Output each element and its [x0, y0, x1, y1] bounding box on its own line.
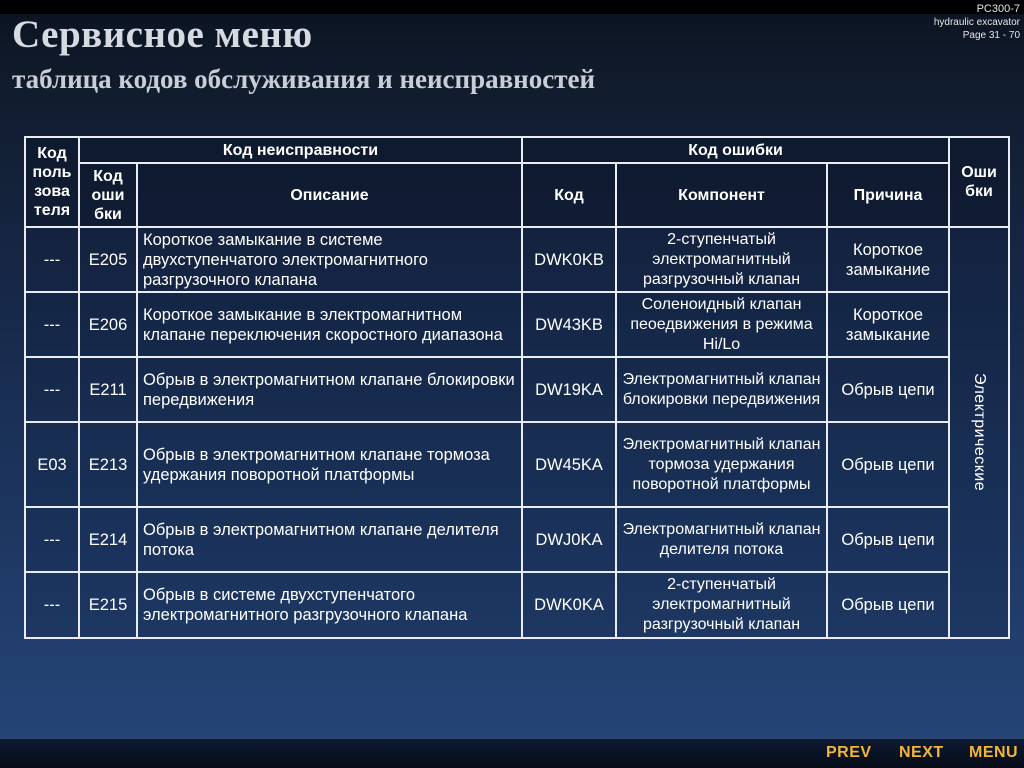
category-cell: [949, 227, 1009, 638]
description-cell: Обрыв в электромагнитном клапане блокировки передвижения: [137, 357, 522, 422]
page-subtitle: таблица кодов обслуживания и неисправностей: [12, 64, 596, 94]
fault-code-cell: E206: [79, 292, 137, 357]
menu-button[interactable]: MENU: [969, 744, 1019, 761]
component-cell: Электромагнитный клапан делителя потока: [616, 507, 827, 572]
code-cell: DWK0KB: [522, 227, 616, 292]
description-cell: Короткое замыкание в электромагнитном клапане переключения скоростного диапазона: [137, 292, 522, 357]
user-code-cell: ---: [25, 292, 79, 357]
header-code: Код: [522, 163, 616, 227]
description-cell: Короткое замыкание в системе двухступенчатого электромагнитного разгрузочного клапана: [137, 227, 522, 292]
table-row: [25, 357, 1009, 422]
description-cell: Обрыв в электромагнитном клапане тормоза удержания поворотной платформы: [137, 422, 522, 507]
fault-code-table: [24, 136, 1010, 639]
header-cause: Причина: [827, 163, 949, 227]
component-cell: Электромагнитный клапан тормоза удержания поворотной платформы: [616, 422, 827, 507]
fault-code-cell: E205: [79, 227, 137, 292]
user-code-cell: ---: [25, 227, 79, 292]
page-info: [934, 3, 1020, 42]
component-cell: Электромагнитный клапан блокировки передвижения: [616, 357, 827, 422]
table-row: [25, 422, 1009, 507]
code-cell: DWJ0KA: [522, 507, 616, 572]
page-number: Page 31 - 70: [962, 30, 1020, 41]
header-fault-code: Код оши бки: [79, 163, 137, 227]
header-errors: Оши бки: [949, 137, 1009, 227]
cause-cell: Обрыв цепи: [827, 572, 949, 638]
fault-code-cell: E214: [79, 507, 137, 572]
machine-label: hydraulic excavator: [933, 17, 1020, 28]
component-cell: 2-ступенчатый электромагнитный разгрузочный клапан: [616, 227, 827, 292]
user-code-cell: ---: [25, 572, 79, 638]
description-cell: Обрыв в электромагнитном клапане делителя потока: [137, 507, 522, 572]
code-cell: DWK0KA: [522, 572, 616, 638]
user-code-cell: E03: [25, 422, 79, 507]
description-cell: Обрыв в системе двухступенчатого электромагнитного разгрузочного клапана: [137, 572, 522, 638]
component-cell: Соленоидный клапан пеоедвижения в режима Hi/Lo: [616, 292, 827, 357]
cause-cell: Обрыв цепи: [827, 357, 949, 422]
header-component: Компонент: [616, 163, 827, 227]
model-label: PC300-7: [976, 3, 1020, 15]
header-error-code-group: Код ошибки: [522, 137, 949, 163]
next-button[interactable]: NEXT: [899, 744, 944, 761]
table-row: [25, 292, 1009, 357]
cause-cell: Короткое замыкание: [827, 227, 949, 292]
code-cell: DW43KB: [522, 292, 616, 357]
code-cell: DW45KA: [522, 422, 616, 507]
user-code-cell: ---: [25, 507, 79, 572]
code-cell: DW19KA: [522, 357, 616, 422]
user-code-cell: ---: [25, 357, 79, 422]
cause-cell: Обрыв цепи: [827, 507, 949, 572]
component-cell: 2-ступенчатый электромагнитный разгрузочный клапан: [616, 572, 827, 638]
fault-code-cell: E213: [79, 422, 137, 507]
category-label: Электрические: [971, 373, 989, 492]
cause-cell: Короткое замыкание: [827, 292, 949, 357]
table-row: [25, 227, 1009, 292]
page-title: Сервисное меню: [12, 13, 313, 56]
fault-code-cell: E211: [79, 357, 137, 422]
header-user-code: Код поль зова теля: [25, 137, 79, 227]
table-row: [25, 507, 1009, 572]
fault-code-cell: E215: [79, 572, 137, 638]
header-fault-code-group: Код неисправности: [79, 137, 522, 163]
header-description: Описание: [137, 163, 522, 227]
table-row: [25, 572, 1009, 638]
cause-cell: Обрыв цепи: [827, 422, 949, 507]
prev-button[interactable]: PREV: [826, 744, 872, 761]
